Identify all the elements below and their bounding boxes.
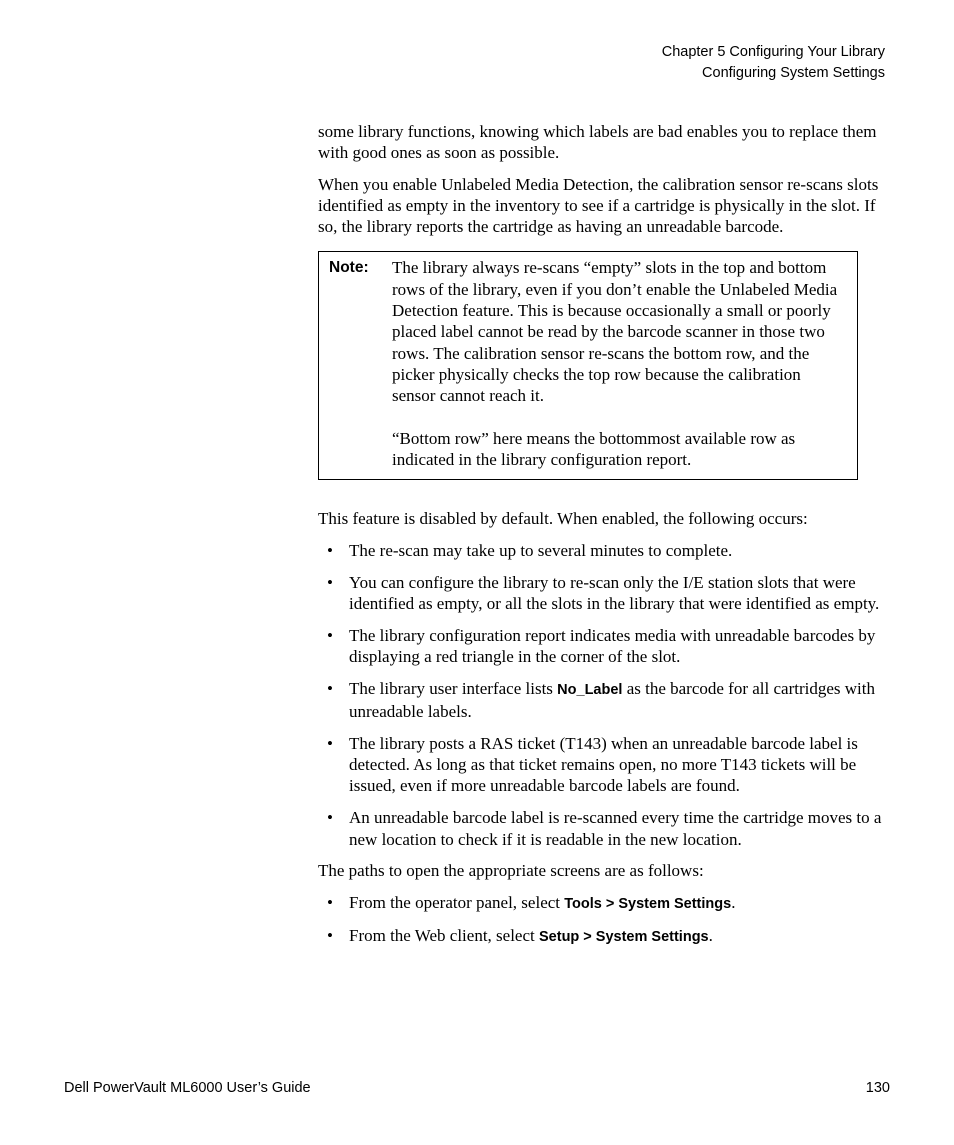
- list-item: [318, 625, 890, 668]
- list-item-text: You can configure the library to re-scan only the I/E station slots that were identified as empty, or all the slots in the library that were identified as empty.: [349, 572, 880, 613]
- list-item: [318, 925, 890, 948]
- bullet-icon: •: [327, 892, 333, 912]
- list-item: [318, 572, 890, 615]
- note-box: [318, 251, 858, 480]
- list-item: [318, 807, 890, 850]
- ui-term-tools-path: Tools > System Settings: [564, 895, 732, 912]
- ui-term-setup-path: Setup > System Settings: [539, 929, 709, 946]
- paths-list: [318, 892, 890, 949]
- page-number: 130: [865, 1080, 890, 1096]
- list-item: [318, 678, 890, 723]
- list-item-text: The re-scan may take up to several minutes to complete.: [349, 540, 733, 560]
- header-section: Configuring System Settings: [702, 65, 885, 81]
- page-footer: [64, 1080, 890, 1096]
- list-item-text: From the operator panel, select: [349, 892, 565, 912]
- list-item-text: .: [731, 892, 736, 912]
- note-body: [392, 257, 847, 470]
- list-item-text: From the Web client, select: [349, 926, 539, 946]
- body-paragraph: some library functions, knowing which labels are bad enables you to replace them with good ones as soon as possible.: [318, 122, 877, 163]
- footer-title: Dell PowerVault ML6000 User’s Guide: [64, 1080, 311, 1096]
- list-item: [318, 733, 890, 797]
- bullet-icon: •: [327, 540, 333, 560]
- header-chapter: Chapter 5 Configuring Your Library: [661, 44, 885, 60]
- bullet-icon: •: [327, 733, 333, 753]
- bullet-icon: •: [327, 926, 333, 946]
- list-item-text: .: [708, 926, 713, 946]
- page-header: [662, 42, 885, 84]
- body-paragraph: The paths to open the appropriate screens are as follows:: [318, 861, 704, 881]
- list-item: [318, 540, 890, 561]
- body-paragraph: When you enable Unlabeled Media Detection, the calibration sensor re-scans slots identified as empty in the inventory to see if a cartridge is physically in the slot. If so, the library reports the cartridge as having an unreadable barcode.: [318, 174, 879, 237]
- bullet-icon: •: [327, 625, 333, 645]
- list-item-text: An unreadable barcode label is re-scanned every time the cartridge moves to a new location to check if it is readable in the new location.: [349, 808, 882, 849]
- note-paragraph: The library always re-scans “empty” slots in the top and bottom rows of the library, even if you don’t enable the Unlabeled Media Detection feature. This is because occasionally a small or poorly placed label cannot be read by the barcode scanner in those two rows. The calibration sensor re-scans the bottom row, and the picker physically checks the top row because the calibration sensor cannot reach it.: [392, 258, 838, 406]
- list-item: [318, 892, 890, 915]
- main-content: [318, 121, 890, 959]
- list-item-text: The library user interface lists: [349, 678, 558, 698]
- note-paragraph: “Bottom row” here means the bottommost available row as indicated in the library configuration report.: [392, 428, 796, 470]
- bullet-icon: •: [327, 572, 333, 592]
- note-label: Note:: [329, 259, 369, 277]
- list-item-text: The library configuration report indicates media with unreadable barcodes by displaying a red triangle in the corner of the slot.: [349, 625, 876, 666]
- list-item-text: The library posts a RAS ticket (T143) when an unreadable barcode label is detected. As long as that ticket remains open, no more T143 tickets will be issued, even if more unreadable barcode labels are found.: [349, 733, 858, 796]
- bullet-icon: •: [327, 808, 333, 828]
- list-item-text: as the barcode for all cartridges with unreadable labels.: [349, 678, 875, 722]
- ui-term-no-label: No_Label: [557, 681, 623, 698]
- bullet-icon: •: [327, 678, 333, 698]
- feature-list: [318, 540, 890, 850]
- body-paragraph: This feature is disabled by default. When enabled, the following occurs:: [318, 509, 808, 529]
